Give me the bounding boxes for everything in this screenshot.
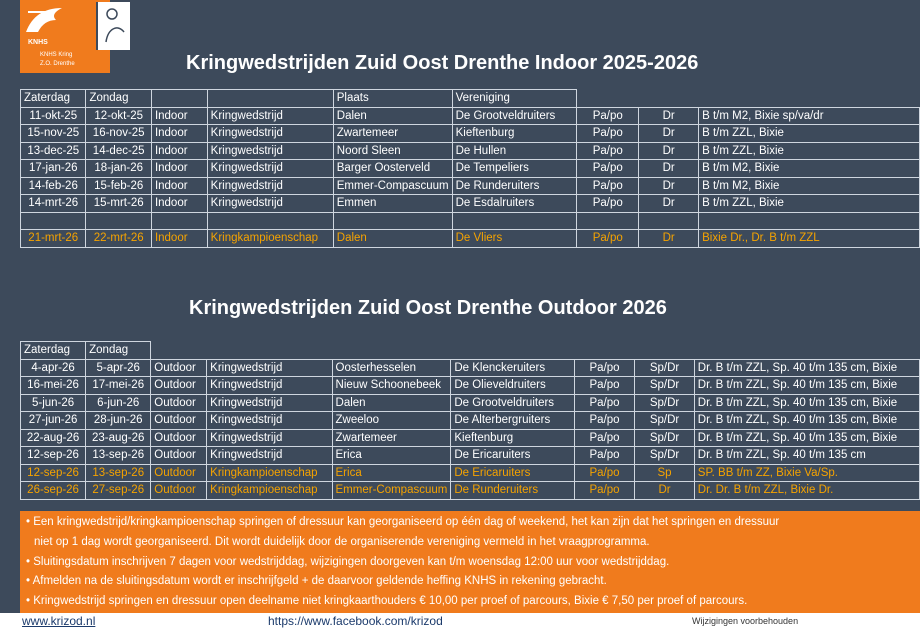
table-cell: Kringwedstrijd <box>207 412 332 430</box>
table-cell: 22-aug-26 <box>21 429 86 447</box>
table-cell: Kringkampioenschap <box>207 230 333 248</box>
table-cell: Noord Sleen <box>333 142 452 160</box>
indoor-schedule-table <box>20 89 920 248</box>
table-cell: 15-nov-25 <box>21 125 86 143</box>
table-cell: 6-jun-26 <box>86 394 151 412</box>
table-cell: Pa/po <box>574 394 634 412</box>
footer-line: • Afmelden na de sluitingsdatum wordt er inschrijfgeld + de daarvoor geldende heffing KNHS in rekening gebracht. <box>26 575 607 588</box>
table-cell: Dalen <box>333 107 452 125</box>
table-cell: Dr. B t/m ZZL, Sp. 40 t/m 135 cm, Bixie <box>694 359 919 377</box>
horse-head-icon <box>22 2 66 38</box>
table-cell: De Hullen <box>452 142 577 160</box>
table-cell: 14-dec-25 <box>86 142 151 160</box>
table-cell: De Vliers <box>452 230 577 248</box>
table-cell: Pa/po <box>574 482 634 500</box>
column-header: Zaterdag <box>21 342 86 360</box>
table-cell: Pa/po <box>574 359 634 377</box>
table-cell: 18-jan-26 <box>86 160 151 178</box>
table-cell: De Grootveldruiters <box>451 394 574 412</box>
table-cell: Emmer-Compascuum <box>332 482 451 500</box>
table-cell: 28-jun-26 <box>86 412 151 430</box>
table-cell: Outdoor <box>151 447 207 465</box>
table-cell <box>452 212 577 230</box>
table-row <box>21 195 920 213</box>
table-cell: Outdoor <box>151 412 207 430</box>
table-cell: 26-sep-26 <box>21 482 86 500</box>
table-cell <box>86 212 151 230</box>
table-cell <box>333 212 452 230</box>
table-row <box>21 177 920 195</box>
table-cell: De Esdalruiters <box>452 195 577 213</box>
table-cell: 5-jun-26 <box>21 394 86 412</box>
table-cell: 11-okt-25 <box>21 107 86 125</box>
logo-line2: Z.O. Drenthe <box>40 61 75 67</box>
table-cell: Sp/Dr <box>635 447 695 465</box>
table-cell: Pa/po <box>577 107 639 125</box>
table-cell: Dr. B t/m ZZL, Sp. 40 t/m 135 cm, Bixie <box>694 394 919 412</box>
table-cell: Kringwedstrijd <box>207 394 332 412</box>
table-cell: Kringwedstrijd <box>207 359 332 377</box>
table-cell: Emmer-Compascuum <box>333 177 452 195</box>
table-cell: Indoor <box>151 107 207 125</box>
table-row <box>21 447 920 465</box>
table-row <box>21 230 920 248</box>
table-cell: Dr. B t/m ZZL, Sp. 40 t/m 135 cm, Bixie <box>694 412 919 430</box>
table-cell: Pa/po <box>577 142 639 160</box>
table-cell: 17-mei-26 <box>86 377 151 395</box>
column-header: Zondag <box>86 342 151 360</box>
table-cell: B t/m ZZL, Bixie <box>699 125 920 143</box>
table-cell: Dalen <box>333 230 452 248</box>
table-row <box>21 212 920 230</box>
table-cell: Kringkampioenschap <box>207 464 332 482</box>
table-cell: Kieftenburg <box>452 125 577 143</box>
table-row <box>21 107 920 125</box>
table-row <box>21 429 920 447</box>
table-cell: Dr <box>639 177 699 195</box>
table-cell: Pa/po <box>574 412 634 430</box>
table-cell: 15-mrt-26 <box>86 195 151 213</box>
header-row <box>21 90 920 108</box>
table-cell: Dr. Dr. B t/m ZZL, Bixie Dr. <box>694 482 919 500</box>
table-cell: Pa/po <box>574 377 634 395</box>
table-cell: Barger Oosterveld <box>333 160 452 178</box>
table-cell: Oosterhesselen <box>332 359 451 377</box>
table-cell <box>151 212 207 230</box>
table-cell <box>699 212 920 230</box>
table-cell: Sp <box>635 464 695 482</box>
column-header: Zondag <box>86 90 151 108</box>
table-row <box>21 160 920 178</box>
table-cell: Pa/po <box>577 230 639 248</box>
logo-line1: KNHS Kring <box>40 52 73 58</box>
table-cell: Kringwedstrijd <box>207 377 332 395</box>
table-cell: B t/m M2, Bixie <box>699 177 920 195</box>
table-row <box>21 464 920 482</box>
table-cell: Outdoor <box>151 429 207 447</box>
table-row <box>21 142 920 160</box>
table-cell: De Tempeliers <box>452 160 577 178</box>
table-cell: 13-sep-26 <box>86 464 151 482</box>
table-cell: Kringwedstrijd <box>207 142 333 160</box>
table-cell: Kringwedstrijd <box>207 429 332 447</box>
table-cell: 5-apr-26 <box>86 359 151 377</box>
column-header <box>151 90 207 108</box>
table-cell: Sp/Dr <box>635 429 695 447</box>
table-cell: Dr <box>639 230 699 248</box>
table-cell: 12-okt-25 <box>86 107 151 125</box>
table-cell: 12-sep-26 <box>21 464 86 482</box>
table-cell: Sp/Dr <box>635 412 695 430</box>
table-cell: Sp/Dr <box>635 359 695 377</box>
table-cell: Pa/po <box>574 447 634 465</box>
table-row <box>21 394 920 412</box>
website-link[interactable]: www.krizod.nl <box>22 614 96 628</box>
table-cell: 13-dec-25 <box>21 142 86 160</box>
bottom-bar <box>0 613 920 630</box>
column-header: Zaterdag <box>21 90 86 108</box>
table-cell: Bixie Dr., Dr. B t/m ZZL <box>699 230 920 248</box>
table-cell: B t/m M2, Bixie sp/va/dr <box>699 107 920 125</box>
footer-line: • Kringwedstrijd springen en dressuur open deelname niet kringkaarthouders € 10,00 per proef of parcours, Bixie € 7,50 per proef of parcours. <box>26 595 748 608</box>
table-cell: Indoor <box>151 125 207 143</box>
table-cell: De Alterbergruiters <box>451 412 574 430</box>
table-cell: B t/m M2, Bixie <box>699 160 920 178</box>
table-cell: Dr <box>635 482 695 500</box>
table-cell: Kringwedstrijd <box>207 107 333 125</box>
column-header: Plaats <box>333 90 452 108</box>
table-cell: 14-feb-26 <box>21 177 86 195</box>
column-header <box>207 90 333 108</box>
table-cell: Indoor <box>151 195 207 213</box>
table-cell: 15-feb-26 <box>86 177 151 195</box>
table-cell: Pa/po <box>577 177 639 195</box>
table-cell: Indoor <box>151 142 207 160</box>
table-cell: 4-apr-26 <box>21 359 86 377</box>
table-cell: 12-sep-26 <box>21 447 86 465</box>
table-cell: Sp/Dr <box>635 377 695 395</box>
footer-line: • Een kringwedstrijd/kringkampioenschap springen of dressuur kan georganiseerd op één dag of weekend, het kan zijn dat het springen en dressuur <box>26 516 780 528</box>
table-row <box>21 125 920 143</box>
table-cell: Erica <box>332 464 451 482</box>
table-cell: De Ericaruiters <box>451 464 574 482</box>
table-cell: 27-sep-26 <box>86 482 151 500</box>
column-header: Vereniging <box>452 90 577 108</box>
table-cell: Pa/po <box>577 160 639 178</box>
rider-icon <box>96 2 130 50</box>
table-cell: Pa/po <box>577 125 639 143</box>
table-cell: Outdoor <box>151 377 207 395</box>
table-cell: Outdoor <box>151 394 207 412</box>
table-row <box>21 359 920 377</box>
disclaimer-text: Wijzigingen voorbehouden <box>692 616 799 626</box>
table-cell: Kringwedstrijd <box>207 447 332 465</box>
table-cell: 22-mrt-26 <box>86 230 151 248</box>
table-cell: 21-mrt-26 <box>21 230 86 248</box>
table-cell: Outdoor <box>151 359 207 377</box>
table-cell: Pa/po <box>577 195 639 213</box>
table-cell: Dalen <box>332 394 451 412</box>
table-cell: Dr. B t/m ZZL, Sp. 40 t/m 135 cm <box>694 447 919 465</box>
table-cell <box>207 212 333 230</box>
table-cell: Sp/Dr <box>635 394 695 412</box>
table-cell: 16-nov-25 <box>86 125 151 143</box>
table-cell: Dr <box>639 125 699 143</box>
table-row <box>21 377 920 395</box>
table-cell: Zwartemeer <box>332 429 451 447</box>
table-cell <box>639 212 699 230</box>
table-cell: Outdoor <box>151 482 207 500</box>
table-cell: Outdoor <box>151 464 207 482</box>
table-cell: Zwartemeer <box>333 125 452 143</box>
facebook-link[interactable]: https://www.facebook.com/krizod <box>268 614 443 628</box>
table-cell: De Grootveldruiters <box>452 107 577 125</box>
table-cell: Erica <box>332 447 451 465</box>
table-cell: De Runderuiters <box>451 482 574 500</box>
header-row <box>21 342 920 360</box>
table-row <box>21 482 920 500</box>
table-cell: 16-mei-26 <box>21 377 86 395</box>
table-cell: Indoor <box>151 230 207 248</box>
table-cell: Dr. B t/m ZZL, Sp. 40 t/m 135 cm, Bixie <box>694 429 919 447</box>
table-cell: Kieftenburg <box>451 429 574 447</box>
table-cell <box>577 212 639 230</box>
knhs-logo <box>20 0 110 73</box>
table-cell: 17-jan-26 <box>21 160 86 178</box>
table-cell: Emmen <box>333 195 452 213</box>
table-cell: Dr <box>639 142 699 160</box>
table-cell: Kringwedstrijd <box>207 160 333 178</box>
table-cell: Dr <box>639 107 699 125</box>
table-cell: Kringkampioenschap <box>207 482 332 500</box>
footer-line: • Sluitingsdatum inschrijven 7 dagen voor wedstrijddag, wijzigingen doorgeven kan t/m woensdag 12:00 uur voor wedstrijddag. <box>26 555 670 568</box>
table-cell: Indoor <box>151 160 207 178</box>
footer-line: niet op 1 dag wordt georganiseerd. Dit wordt duidelijk door de organiserende vereniging vermeld in het vraagprogramma. <box>34 535 650 548</box>
logo-brand: KNHS <box>28 39 48 46</box>
table-cell: Pa/po <box>574 429 634 447</box>
table-cell: Kringwedstrijd <box>207 125 333 143</box>
table-cell: Nieuw Schoonebeek <box>332 377 451 395</box>
table-cell: De Olieveldruiters <box>451 377 574 395</box>
table-cell <box>21 212 86 230</box>
table-cell: De Runderuiters <box>452 177 577 195</box>
table-cell: Pa/po <box>574 464 634 482</box>
table-cell: Dr. B t/m ZZL, Sp. 40 t/m 135 cm, Bixie <box>694 377 919 395</box>
table-cell: Indoor <box>151 177 207 195</box>
table-cell: B t/m ZZL, Bixie <box>699 195 920 213</box>
table-cell: SP. BB t/m ZZ, Bixie Va/Sp. <box>694 464 919 482</box>
table-row <box>21 412 920 430</box>
table-cell: De Ericaruiters <box>451 447 574 465</box>
info-footer <box>20 511 920 615</box>
indoor-title: Kringwedstrijden Zuid Oost Drenthe Indoor 2025-2026 <box>186 52 699 74</box>
outdoor-title: Kringwedstrijden Zuid Oost Drenthe Outdoor 2026 <box>189 297 667 319</box>
table-cell: 27-jun-26 <box>21 412 86 430</box>
table-cell: Kringwedstrijd <box>207 195 333 213</box>
table-cell: 23-aug-26 <box>86 429 151 447</box>
outdoor-schedule-table <box>20 341 920 500</box>
table-cell: B t/m ZZL, Bixie <box>699 142 920 160</box>
table-cell: Zweeloo <box>332 412 451 430</box>
table-cell: Dr <box>639 160 699 178</box>
table-cell: 13-sep-26 <box>86 447 151 465</box>
table-cell: 14-mrt-26 <box>21 195 86 213</box>
table-cell: Dr <box>639 195 699 213</box>
table-cell: Kringwedstrijd <box>207 177 333 195</box>
table-cell: De Klenckeruiters <box>451 359 574 377</box>
